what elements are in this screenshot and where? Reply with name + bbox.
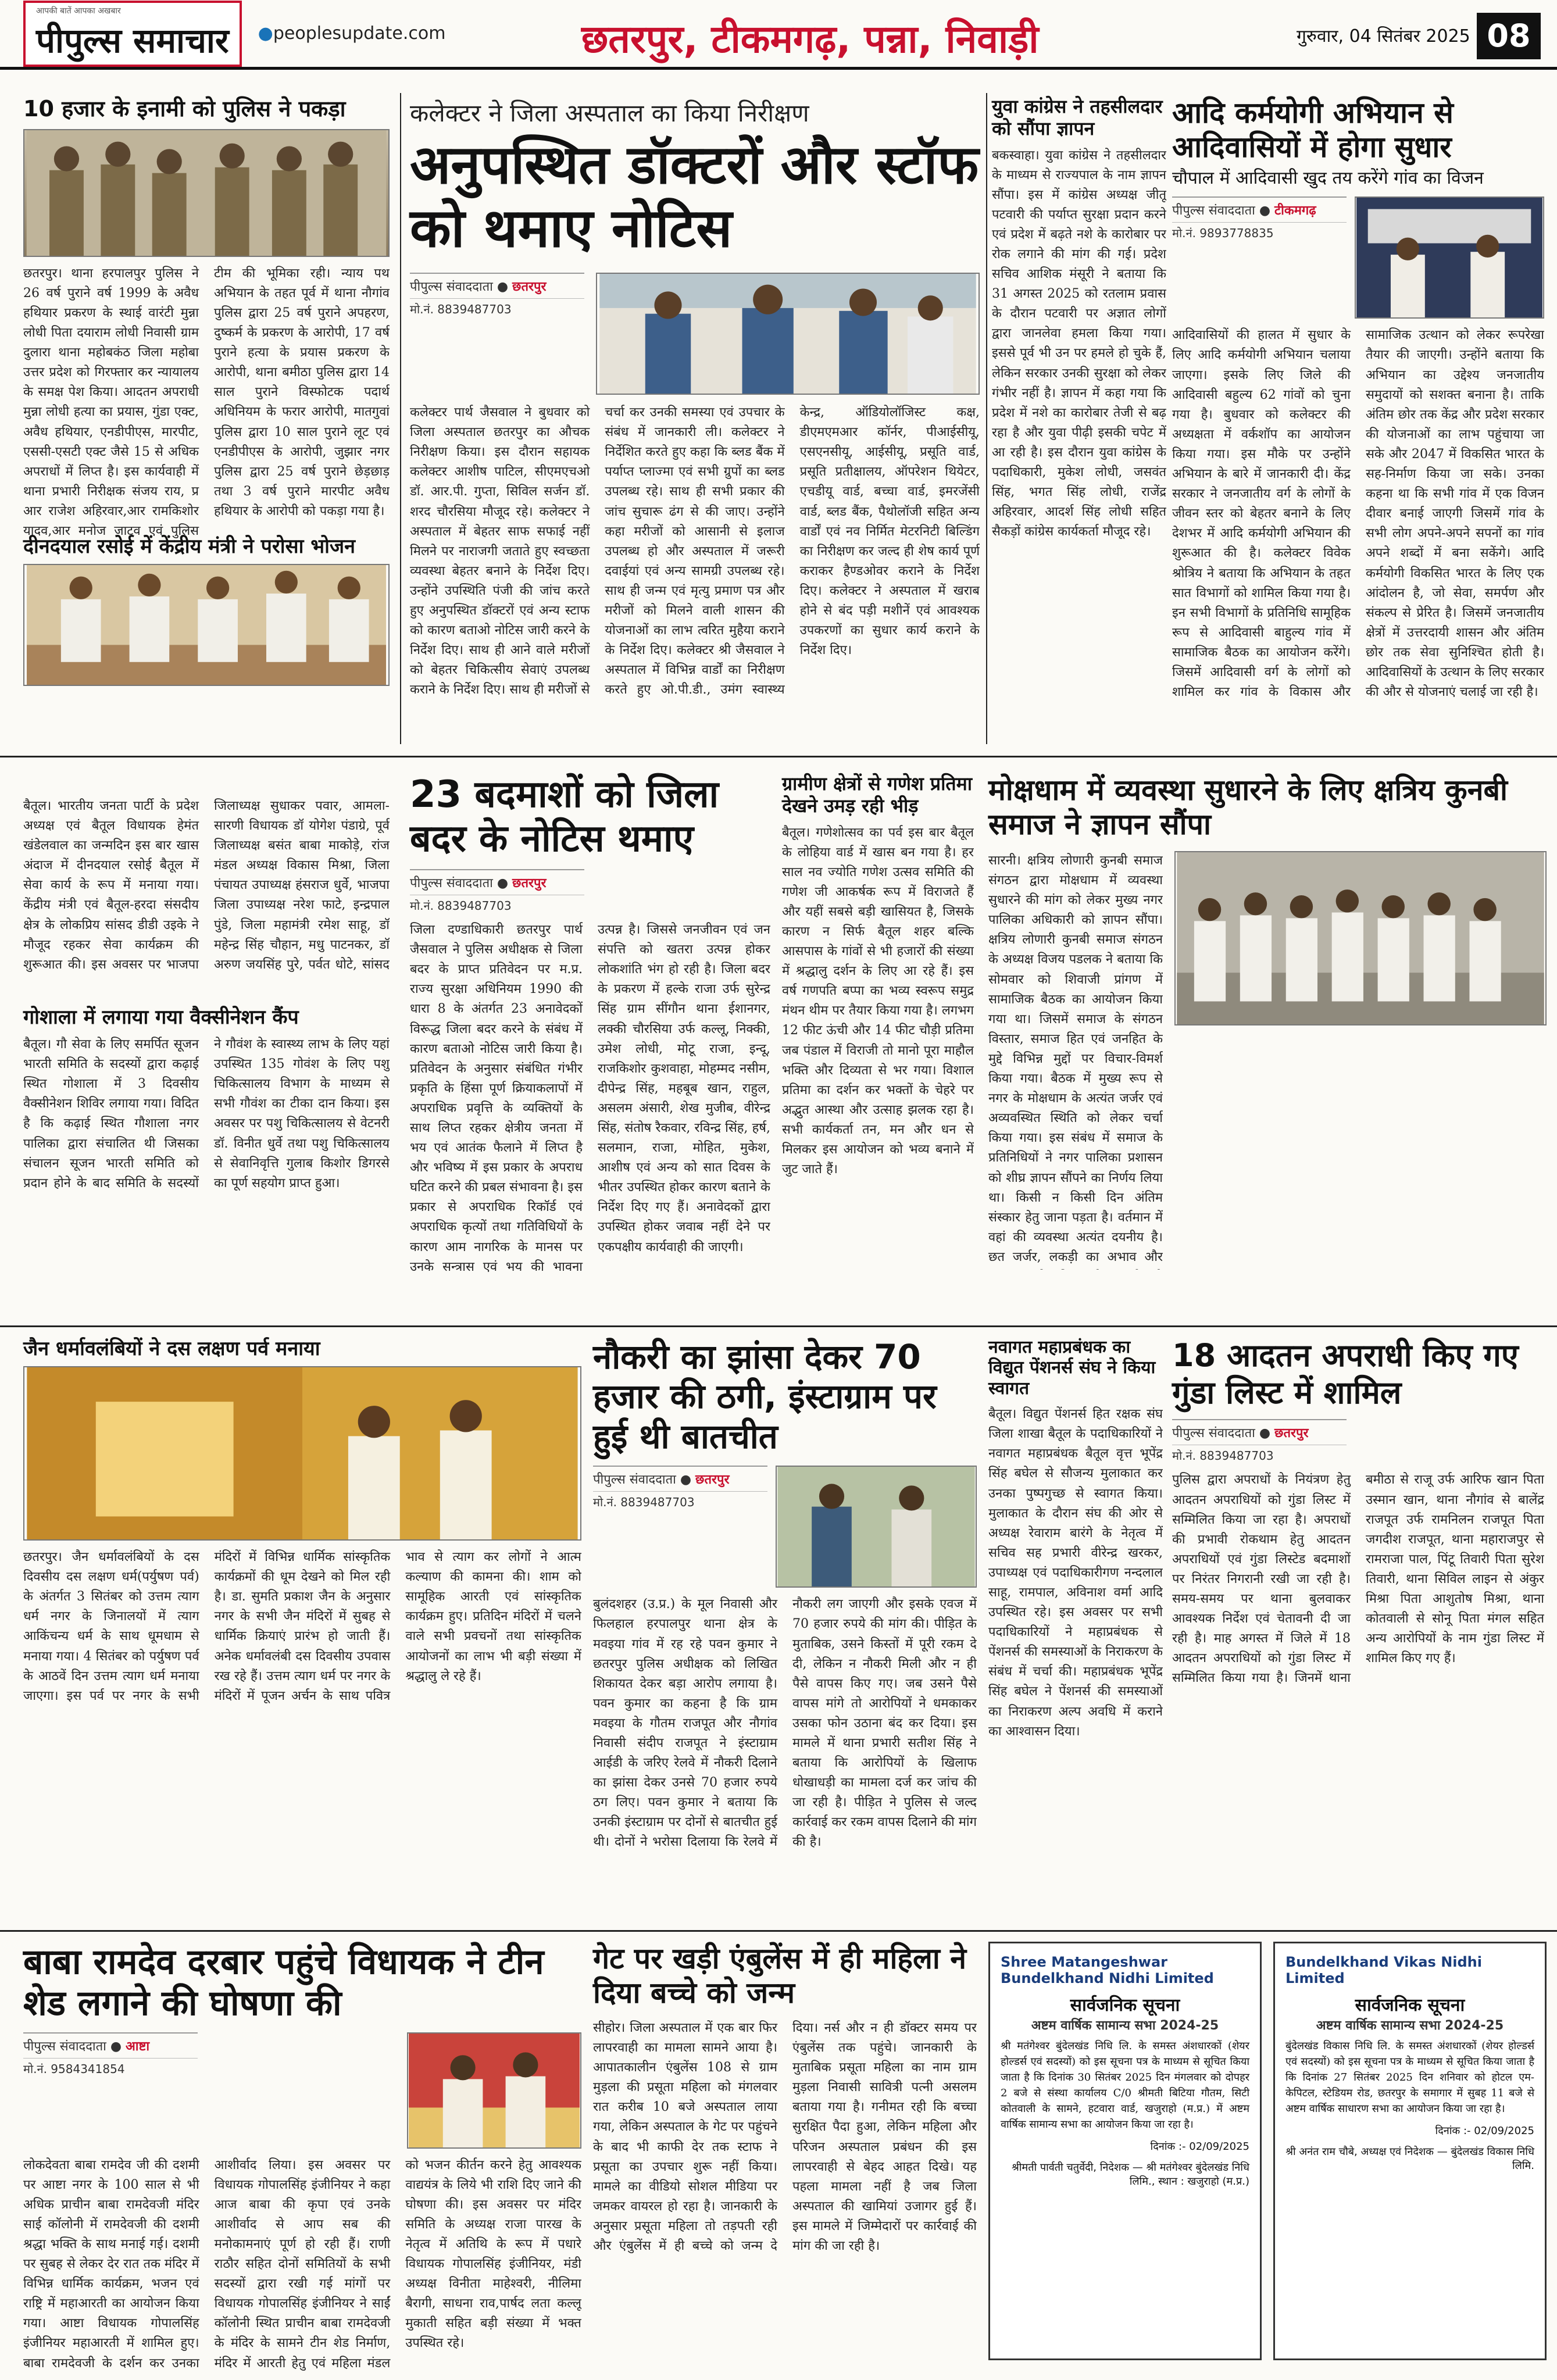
notice-signatory: श्री अनंत राम चौबे, अध्यक्ष एवं निदेशक — बुंदेलखंड विकास निधि लिमि. [1285, 2146, 1534, 2172]
story-pensioners-welcome [988, 1337, 1163, 1893]
headline: ग्रामीण क्षेत्रों से गणेश प्रतिमा देखने उमड़ रही भीड़ [782, 773, 973, 817]
story-deendayal-rasoi [23, 535, 390, 686]
column-rule [400, 93, 401, 744]
story-body: बैतूल। विद्युत पेंशनर्स हित रक्षक संघ जिला शाखा बैतूल के पदाधिकारियों ने नवागत महाप्रबंधक बैतूल वृत्त भूपेंद्र सिंह बघेल से सौजन्य मुलाकात कर उनका पुष्पगुच्छ से स्वागत किया। मुलाकात के दौरान संघ की ओर से अध्यक्ष रेवाराम बारंगे के नेतृत्व में सचिव सह प्रभारी वीरेन्द्र खरकर, उपाध्यक्ष एवं पदाधिकारीगण नन्दलाल साहू, रामपाल, अविनाश वर्मा आदि उपस्थित रहे। इस अवसर पर सभी पदाधिकारियों ने महाप्रबंधक से पेंशनर्स की समस्याओं के निराकरण के संबंध में चर्चा की। महाप्रबंधक भूपेंद्र सिंह बघेल ने पेंशनर्स की समस्याओं का निराकरण अल्प अवधि में कराने का आश्वासन दिया। [988, 1407, 1163, 1739]
story-body: पुलिस द्वारा अपराधों के नियंत्रण हेतु आदतन अपराधियों को गुंडा लिस्ट में सम्मिलित किया जा रहा है। अपराधों की प्रभावी रोकथाम हेतु आदतन अपराधियों एवं गुंडा लिस्टेड बदमाशों पर निरंतर निगरानी रखी जा रही है। समय-समय पर थाना बुलवाकर आवश्यक निर्देश एवं चेतावनी दी जा रही है। माह अगस्त में जिले में 18 आदतन अपराधियों को गुंडा लिस्ट में सम्मिलित किया गया है। जिनमें थाना बमीठा से राजू उर्फ आरिफ खान पिता उस्मान खान, थाना नौगांव से बालेंद्र राजपूत उर्फ रामनिलन राजपूत पिता जगदीश राजपूत, थाना महाराजपुर से रामराजा पाल, पिंटू तिवारी पिता सुरेश तिवारी, थाना सिविल लाइन से अंकुर मिश्रा पिता आशुतोष मिश्रा, थाना कोतवाली से सोनू पिता मंगल सहित अन्य आरोपियों के नाम गुंडा लिस्ट में शामिल किए गए हैं। [1172, 1473, 1544, 1686]
section-rule [0, 1930, 1557, 1932]
byline-mobile: मो.नं. 9584341854 [23, 2061, 125, 2076]
byline-mobile: मो.नं. 8839487703 [1172, 1449, 1274, 1463]
headline: दीनदयाल रसोई में केंद्रीय मंत्री ने परोसा भोजन [23, 535, 356, 558]
byline: पीपुल्स संवाददाता ● आष्टा [23, 2032, 198, 2059]
section-rule [0, 1325, 1557, 1327]
story-body: बैतूल। गणेशोत्सव का पर्व इस बार बैतूल के लोहिया वार्ड में खास बन गया है। हर साल नव ज्योति गणेश उत्सव समिति की गणेश जी आकर्षक रूप में विराजते हैं और यहीं सबसे बड़ी खासियत है, जिसके कारण न सिर्फ बैतूल शहर बल्कि आसपास के गांवों से भी हजारों की संख्या में श्रद्धालु दर्शन के लिए आ रहे हैं। इस वर्ष गणपति बप्पा का भव्य स्वरूप समुद्र मंथन थीम पर तैयार किया गया है। लगभग 12 फीट ऊंची और 14 फीट चौड़ी प्रतिमा जब पंडाल में विराजी तो मानो पूरा माहौल भक्ति और दिव्यता से भर गया। विशाल प्रतिमा का दर्शन कर भक्तों के चेहरे पर अद्भुत आस्था और उत्साह झलक रहा है। सभी कार्यकर्ता तन, मन और धन से मिलकर इस आयोजन को भव्य बनाने में जुट जाते हैं। [782, 825, 974, 1177]
story-body: सीहोर। जिला अस्पताल में एक बार फिर लापरवाही का मामला सामने आया है। आपातकालीन एंबुलेंस 108 से ग्राम मुड़ला की प्रसूता महिला को मंगलवार रात करीब 10 बजे अस्पताल लाया गया, लेकिन अस्पताल के गेट पर पहुंचने के बाद भी काफी देर तक स्टाफ ने प्रसूता का उपचार शुरू नहीं किया। मामले का वीडियो सोशल मीडिया पर जमकर वायरल हो रहा है। जानकारी के अनुसार प्रसूता महिला तो तड़पती रही और एंबुलेंस में ही बच्चे को जन्म दे दिया। नर्स और न ही डॉक्टर समय पर एंबुलेंस तक पहुंचे। जानकारी के मुताबिक प्रसूता महिला का नाम ग्राम मुड़ला निवासी सावित्री पत्नी असलम बताया गया है। गनीमत रही कि बच्चा सुरक्षित पैदा हुआ, लेकिन महिला और परिजन अस्पताल प्रबंधन की इस लापरवाही से बेहद आहत दिखे। यह पहला मामला नहीं है जब जिला अस्पताल की खामियां उजागर हुई हैं। इस मामले में जिम्मेदारों पर कार्रवाई की मांग की जा रही है। [593, 2021, 977, 2254]
headline: गेट पर खड़ी एंबुलेंस में ही महिला ने दिया बच्चे को जन्म [593, 1942, 966, 2010]
notice-company: Shree Matangeshwar Bundelkhand Nidhi Limited [1001, 1954, 1214, 1986]
headline: गोशाला में लगाया गया वैक्सीनेशन कैंप [23, 1006, 299, 1029]
minister-serving-food-photo [23, 564, 390, 686]
police-team-photo [23, 129, 390, 257]
rasoi-event-image [24, 565, 388, 685]
story-body: छतरपुर। जैन धर्मावलंबियों के दस दिवसीय दस लक्षण धर्म(पर्युषण पर्व) के अंतर्गत 3 सितंबर को उत्तम त्याग धर्म नगर के जिनालयों में त्याग आकिंचन्य धर्म के साथ धूमधाम से मनाया गया। 4 सितंबर को पर्युषण पर्व के आठवें दिन उत्तम त्याग धर्म मनाया जाएगा। इस पर्व पर नगर के सभी मंदिरों में विभिन्न धार्मिक सांस्कृतिक कार्यक्रमों की धूम देखने को मिल रही है। डा. सुमति प्रकाश जैन के अनुसार नगर के सभी जैन मंदिरों में सुबह से धार्मिक क्रियाएं प्रारंभ हो जाती हैं। अनेक धर्मावलंबी दस दिवसीय उपवास रख रहे हैं। उत्तम त्याग धर्म पर नगर के मंदिरों में पूजन अर्चन के साथ पवित्र भाव से त्याग कर लोगों ने आत्म कल्याण की कामना की। शाम को सामूहिक आरती एवं सांस्कृतिक कार्यक्रम हुए। प्रतिदिन मंदिरों में चलने वाले सभी प्रवचनों तथा सांस्कृतिक आयोजनों का लाभ भी बड़ी संख्या में श्रद्धालु ले रहे हैं। [23, 1550, 581, 1703]
byline-mobile: मो.नं. 9893778835 [1172, 226, 1274, 241]
collector-inspection-photo [596, 273, 980, 395]
story-body: छतरपुर। थाना हरपालपुर पुलिस ने 26 वर्ष पुराने वर्ष 1999 के अवैध हथियार प्रकरण के स्थाई वारंटी मुन्ना लोधी पिता दयाराम लोधी निवासी ग्राम दुलारा थाना महोबकंठ जिला महोबा उत्तर प्रदेश को गिरफ्तार कर न्यायालय के समक्ष पेश किया। आदतन अपराधी मुन्ना लोधी हत्या का प्रयास, गुंडा एक्ट, अवैध हथियार, एनडीपीएस, मारपीट, एससी-एसटी एक्ट जैसे 15 से अधिक अपराधों में लिप्त है। इस कार्यवाही में थाना प्रभारी निरीक्षक संजय राय, प्र आर राजेश अहिरवार,आर रामकिशोर यादव,आर मनोज जाटव एवं पुलिस टीम की भूमिका रही। न्याय पथ अभियान के तहत पूर्व में थाना नौगांव पुलिस द्वारा 25 वर्ष पुराने अपहरण, दुष्कर्म के प्रकरण के आरोपी, 17 वर्ष पुराने हत्या के प्रयास प्रकरण के आरोपी, थाना बमीठा पुलिस द्वारा 14 साल पुराने विस्फोटक पदार्थ अधिनियम के फरार आरोपी, मातगुवां पुलिस द्वारा 10 साल पुराने लूट एवं एनडीपीएस के आरोपी, जुझार नगर पुलिस द्वारा 25 वर्ष पुराने छेड़छाड़ तथा 3 वर्ष पुराने मारपीट अवैध हथियार के आरोपी को पकड़ा गया है। [23, 266, 390, 539]
story-mokshdham-memorandum [988, 773, 1547, 1270]
byline-mobile: मो.नं. 8839487703 [410, 899, 512, 913]
workshop-photo [1355, 196, 1544, 319]
public-notice-bundelkhand-vikas [1273, 1942, 1547, 2360]
jain-ritual-image [24, 1367, 580, 1539]
byline: पीपुल्स संवाददाता ● छतरपुर [410, 869, 584, 895]
column-rule [986, 93, 987, 744]
story-body: कलेक्टर पार्थ जैसवाल ने बुधवार को जिला अस्पताल छतरपुर का औचक निरीक्षण किया। इस दौरान सहायक कलेक्टर आशीष पाटिल, सीएमएचओ डॉ. आर.पी. गुप्ता, सिविल सर्जन डॉ. शरद चौरसिया मौजूद रहे। कलेक्टर ने अस्पताल में बेहतर साफ सफाई नहीं मिलने पर नाराजगी जताते हुए स्वच्छता व्यवस्था बेहतर बनाने के निर्देश दिए। उन्होंने उपस्थिति पंजी की जांच करते हुए अनुपस्थित डॉक्टरों एवं अन्य स्टाफ को कारण बताओ नोटिस जारी करने के निर्देश दिए। साथ ही आने वाले मरीजों को बेहतर चिकित्सीय सेवाएं उपलब्ध कराने के निर्देश दिए। साथ ही मरीजों से चर्चा कर उनकी समस्या एवं उपचार के संबंध में जानकारी ली। कलेक्टर ने निर्देशित करते हुए कहा कि ब्लड बैंक में पर्याप्त प्लाज्मा एवं सभी ग्रुपों का ब्लड उपलब्ध रहे। साथ ही सभी प्रकार की जांच सुचारू ढंग से की जाए। उन्होंने कहा मरीजों को आसानी से इलाज उपलब्ध हो और अस्पताल में जरूरी दवाईयां एवं अन्य सामग्री उपलब्ध रहे। साथ ही जन्म एवं मृत्यु प्रमाण पत्र और मरीजों को मिलने वाली शासन की योजनाओं का लाभ त्वरित मुहैया कराने के निर्देश दिए। कलेक्टर श्री जैसवाल ने अस्पताल में विभिन्न वार्डों का निरीक्षण करते हुए ओ.पी.डी., उमंग स्वास्थ्य केन्द्र, ऑडियोलॉजिस्ट कक्ष, डीएमएमआर कॉर्नर, पीआईसीयू, एसएनसीयू, आईसीयू, प्रसूति वार्ड, प्रसूति प्रतीक्षालय, ऑपरेशन थियेटर, एचडीयू वार्ड, बच्चा वार्ड, इमरजेंसी वार्ड, ब्लड बैंक, पैथोलॉजी सहित अन्य वार्डों एवं नव निर्मित मेटरनिटी बिल्डिंग का निरीक्षण कर जल्द ही शेष कार्य पूर्ण कराकर हैण्डओवर कराने के निर्देश दिए। कलेक्टर ने अस्पताल में खराब होने से बंद पड़ी मशीनें एवं आवश्यक उपकरणों का सुधार कार्य कराने के निर्देश दिए। [410, 405, 980, 698]
notice-company: Bundelkhand Vikas Nidhi Limited [1285, 1954, 1482, 1986]
notice-date: दिनांक :- 02/09/2025 [1150, 2140, 1249, 2153]
byline-mobile: मो.नं. 8839487703 [410, 302, 512, 317]
headline: युवा कांग्रेस ने तहसीलदार को सौंपा ज्ञापन [992, 95, 1163, 140]
notice-subtitle: अष्टम वार्षिक सामान्य सभा 2024-25 [1031, 2018, 1219, 2033]
story-goonda-list [1172, 1337, 1544, 1854]
subheadline: चौपाल में आदिवासी खुद तय करेंगे गांव का विजन [1172, 168, 1484, 188]
byline: पीपुल्स संवाददाता ● छतरपुर [410, 273, 584, 299]
story-reward-accused-arrested [23, 96, 390, 578]
notice-body: बुंदेलखंड विकास निधि लि. के समस्त अंशधारकों (शेयर होल्डर्स एवं सदस्यों) को इस सूचना पत्र के माध्यम से सूचित किया जाता है कि दिनांक 27 सितंबर 2025 दिन शनिवार को होटल एम-केपिटल, स्टेडियम रोड, छतरपुर के समागार में सुबह 11 बजे से अष्टम वार्षिक साधारण सभा का आयोजन किया जा रहा है। [1285, 2040, 1534, 2115]
story-jain-das-lakshan [23, 1337, 581, 1780]
masthead [0, 0, 1557, 70]
story-baba-ramdev-darbar [23, 1942, 581, 2380]
story-ganesh-idol-crowd [782, 773, 974, 1277]
headline: नौकरी का झांसा देकर 70 हजार की ठगी, इंस्टाग्राम पर हुई थी बातचीत [593, 1337, 937, 1456]
story-23-externment-notices [410, 773, 770, 1339]
story-body: बैतूल। भारतीय जनता पार्टी के प्रदेश अध्यक्ष एवं बैतूल विधायक हेमंत खंडेलवाल का जन्मदिन इस बार खास अंदाज में दीनदयाल रसोई बैतूल में सेवा कार्य के रूप में मनाया गया। केंद्रीय मंत्री एवं बैतूल-हरदा संसदीय क्षेत्र के लोकप्रिय सांसद डीडी उइके ने मौजूद रहकर सेवा कार्यक्रम की शुरूआत की। इस अवसर पर भाजपा जिलाध्यक्ष सुधाकर पवार, आमला-सारणी विधायक डॉ योगेश पंडाग्रे, पूर्व जिलाध्यक्ष बसंत बाबा माकोड़े, रांज मंडल अध्यक्ष विकास मिश्रा, जिला पंचायत उपाध्यक्ष हंसराज धुर्वे, भाजपा जिला उपाध्यक्ष नरेश फाटे, इन्द्रपाल पुंडे, जिला महामंत्री रमेश साहू, डॉ महेन्द्र सिंह चौहान, मधु पाटनकर, डॉ अरुण जयसिंह पुरे, पर्वत धोटे, सांसद [23, 799, 390, 972]
group-memorandum-image [1176, 852, 1545, 1024]
police-group-image [24, 130, 388, 256]
kicker: कलेक्टर ने जिला अस्पताल का किया निरीक्षण [410, 99, 809, 127]
victim-photo [776, 1466, 977, 1588]
headline: आदि कर्मयोगी अभियान से आदिवासियों में होगा सुधार [1172, 96, 1454, 164]
jain-temple-photo [23, 1366, 581, 1541]
notice-title: सार्वजनिक सूचना [1355, 1995, 1465, 2016]
story-goshala-vaccination [23, 1006, 390, 1314]
public-notice-matangeshwar [988, 1942, 1262, 2360]
mla-temple-photo [407, 2032, 581, 2149]
headline: बाबा रामदेव दरबार पहुंचे विधायक ने टीन शेड लगाने की घोषणा की [23, 1942, 544, 2024]
website-link[interactable]: ● peoplesupdate.com [258, 23, 446, 44]
ramdev-temple-image [408, 2034, 580, 2147]
byline-mobile: मो.नं. 8839487703 [593, 1495, 695, 1510]
notice-subtitle: अष्टम वार्षिक सामान्य सभा 2024-25 [1316, 2018, 1504, 2033]
headline: जैन धर्मावलंबियों ने दस लक्षण पर्व मनाया [23, 1337, 320, 1360]
byline: पीपुल्स संवाददाता ● छतरपुर [1172, 1419, 1347, 1445]
complainant-image [777, 1467, 976, 1586]
byline: पीपुल्स संवाददाता ● छतरपुर [593, 1466, 767, 1492]
samaj-memorandum-photo [1174, 851, 1547, 1025]
edition-region: छतरपुर, टीकमगढ़, पन्ना, निवाड़ी [581, 17, 1039, 62]
story-youth-congress-memorandum [992, 96, 1166, 716]
edition-date: गुरुवार, 04 सितंबर 2025 [1297, 26, 1470, 47]
story-job-fraud-instagram [593, 1337, 977, 1920]
story-body: बुलंदशहर (उ.प्र.) के मूल निवासी और फिलहाल हरपालपुर थाना क्षेत्र के मवइया गांव में रह रहे पवन कुमार ने छतरपुर पुलिस अधीक्षक को लिखित शिकायत देकर बड़ा आरोप लगाया है। पवन कुमार का कहना है कि ग्राम मवइया के गौतम राजपूत और नौगांव निवासी संदीप राजपूत ने इंस्टाग्राम आईडी के जरिए रेलवे में नौकरी दिलाने का झांसा देकर उनसे 70 हजार रुपये ठग लिए। पवन कुमार ने बताया कि उनकी इंस्टाग्राम पर दोनों से बातचीत हुई थी। दोनों ने भरोसा दिलाया कि रेलवे में नौकरी लग जाएगी और इसके एवज में 70 हजार रुपये की मांग की। पीड़ित के मुताबिक, उसने किस्तों में पूरी रकम दे दी, लेकिन न नौकरी मिली और न ही पैसे वापस किए गए। जब उसने पैसे वापस मांगे तो आरोपियों ने धमकाकर उसका फोन उठाना बंद कर दिया। इस मामले में थाना प्रभारी सतीश सिंह ने बताया कि आरोपियों के खिलाफ धोखाधड़ी का मामला दर्ज कर जांच की जा रही है। पीड़ित ने पुलिस से जल्द कार्रवाई कर रकम वापस दिलाने की मांग की है। [593, 1597, 977, 1850]
story-ambulance-delivery [593, 1942, 977, 2367]
headline: 10 हजार के इनामी को पुलिस ने पकड़ा [23, 96, 346, 121]
notice-signatory: श्रीमती पार्वती चतुर्वेदी, निदेशक — श्री मतंगेश्वर बुंदेलखंड निधि लिमि., स्थान : खजुराहो (म.प्र.) [1012, 2161, 1249, 2188]
story-body: बकस्वाहा। युवा कांग्रेस ने तहसीलदार के माध्यम से राज्यपाल के नाम ज्ञापन सौंपा। इस में कांग्रेस अध्यक्ष जीतू पटवारी की पर्याप्त सुरक्षा प्रदान करने एवं प्रदेश में बढ़ते नशे के कारोबार पर रोक लगाने की मांग की गई। प्रदेश सचिव आशिक मंसूरी ने बताया कि 31 अगस्त 2025 को रतलाम प्रवास के दौरान पटवारी पर अज्ञात लोगों द्वारा जानलेवा हमला किया गया। इससे पूर्व भी उन पर हमले हो चुके हैं, लेकिन सरकार उनकी सुरक्षा को लेकर गंभीर नहीं है। ज्ञापन में कहा गया कि प्रदेश में नशे का कारोबार तेजी से बढ़ रहा है और युवा पीढ़ी इसकी चपेट में आ रही है। इस दौरान युवा कांग्रेस के पदाधिकारी, मुकेश लोधी, जसवंत सिंह, भगत सिंह लोधी, राजेंद्र अहिरवार, आदर्श सिंह लोधी सहित सैकड़ों कांग्रेस कार्यकर्ता मौजूद रहे। [992, 148, 1166, 539]
notice-body: श्री मतंगेश्वर बुंदेलखंड निधि लि. के समस्त अंशधारकों (शेयर होल्डर्स एवं सदस्यों) को इस सूचना पत्र के माध्यम से सूचित किया जाता है कि दिनांक 30 सितंबर 2025 दिन मंगलवार को दोपहर 2 बजे से संस्था कार्यालय C/0 श्रीमती बिटिया गौतम, सिटी कोतवाली के सामने, हटवारा वार्ड, खजुराहो (म.प्र.) में अष्टम वार्षिक सामान्य सभा का आयोजन किया जा रहा है। [1001, 2040, 1249, 2131]
headline: नवागत महाप्रबंधक का विद्युत पेंशनर्स संघ ने किया स्वागत [988, 1337, 1156, 1399]
hospital-inspection-image [597, 274, 979, 394]
headline: 23 बदमाशों को जिला बदर के नोटिस थमाए [410, 773, 719, 860]
headline: 18 आदतन अपराधी किए गए गुंडा लिस्ट में शामिल [1172, 1337, 1519, 1411]
story-body: बैतूल। गौ सेवा के लिए समर्पित सूजन भारती समिति के सदस्यों द्वारा कढ़ाई स्थित गोशाला में 3 दिवसीय वैक्सीनेशन शिविर लगाया गया। विदित है कि कढ़ाई स्थित गौशाला नगर पालिका द्वारा संचालित थी जिसका संचालन सूजन भारती समिति को प्रदान होने के बाद समिति के सदस्यों ने गौवंश के स्वास्थ्य लाभ के लिए यहां उपस्थित 135 गोवंश के लिए पशु चिकित्सालय विभाग के माध्यम से सभी गौवंश का टीका दान किया। इस अवसर पर पशु चिकित्सालय से वेटनरी डॉ. विनीत धुर्वे तथा पशु चिकित्सालय से सेवानिवृत्ति गुलाब किशोर डिगरसे का पूर्ण सहयोग प्राप्त हुआ। [23, 1037, 390, 1191]
byline: पीपुल्स संवाददाता ● टीकमगढ़ [1172, 196, 1347, 223]
notice-date: दिनांक :- 02/09/2025 [1435, 2125, 1534, 2137]
story-body: सारनी। क्षत्रिय लोणारी कुनबी समाज संगठन द्वारा मोक्षधाम में व्यवस्था सुधारने की मांग को लेकर मुख्य नगर पालिका अधिकारी को ज्ञापन सौंपा। क्षत्रिय लोणारी कुनबी समाज संगठन के अध्यक्ष विजय पडलक ने बताया कि सोमवार को शिवाजी प्रांगण में सामाजिक बैठक का आयोजन किया गया था। जिसमें समाज के संगठन विस्तार, समाज हित एवं जनहित के मुद्दे विभिन्न मुद्दों पर विचार-विमर्श किया गया। बैठक में मुख्य रूप से नगर के मोक्षधाम के अत्यंत जर्जर एवं अव्यवस्थित स्थिति को लेकर चर्चा किया गया। इस संबंध में समाज के प्रतिनिधियों ने नगर पालिका प्रशासन को शीघ्र ज्ञापन सौंपने का निर्णय लिया था। किसी न किसी दिन अंतिम संस्कार हेतु जाना पड़ता है। वर्तमान में वहां की व्यवस्था अत्यंत दयनीय है। छत जर्जर, लकड़ी का अभाव और [988, 853, 1163, 1264]
story-body: लोकदेवता बाबा रामदेव जी की दशमी पर आष्टा नगर के 100 साल से भी अधिक प्राचीन बाबा रामदेवजी मंदिर साई कॉलोनी में रामदेवजी की दशमी श्रद्धा भक्ति के साथ मनाई गई। दशमी पर सुबह से लेकर देर रात तक मंदिर में विभिन्न धार्मिक कार्यक्रम, भजन एवं राष्ट्रि में महाआरती का आयोजन किया गया। आष्टा विधायक गोपालसिंह इंजीनियर महाआरती में शामिल हुए। बाबा रामदेवजी के दर्शन कर उनका आशीर्वाद लिया। इस अवसर पर विधायक गोपालसिंह इंजीनियर ने कहा आज बाबा की कृपा एवं उनके आशीर्वाद से आप सब की मनोकामनाएं पूर्ण हो रही हैं। राणी रा‍ठौर सहित दोनों समितियों के सभी सदस्यों द्वारा रखी गई मांगों पर विधायक गोपालसिंह इंजीनियर ने साईं कॉलोनी स्थित प्राचीन बाबा रामदेवजी के मंदिर के सामने टीन शेड निर्माण, मंदिर में आरती हेतु एवं महिला मंडल को भजन कीर्तन करने हेतु आवश्यक वाद्ययंत्र के लिये भी राशि दिए जाने की घोषणा की। इस अवसर पर मंदिर समिति के अध्यक्ष राजा पारख के नेतृत्व में अतिथि के रूप में पधारे विधायक गोपालसिंह इंजीनियर, मंडी अध्यक्ष विनीता माहेश्वरी, नीलिमा बैरागी, साधना राव,पार्षद लता कल्लू मुकाती सहित बड़ी संख्या में भक्त उपस्थित रहे। [23, 2157, 581, 2371]
workshop-image [1356, 198, 1543, 317]
story-body: आदिवासियों की हालत में सुधार के लिए आदि कर्मयोगी अभियान चलाया जाएगा। इसके लिए जिले की आदिवासी बहुल्य 62 गांवों को चुना गया है। बुधवार को कलेक्टर की अध्यक्षता में वर्कशॉप का आयोजन किया गया। इस मौके पर उन्होंने अभियान के बारे में जानकारी दी। केंद्र सरकार ने जनजातीय वर्ग के लोगों के जीवन स्तर को बेहतर बनाने के लिए देशभर में आदि कर्मयोगी अभियान की शुरूआत की है। कलेक्टर विवेक श्रोत्रिय ने बताया कि अभियान के तहत सात विभागों को शामिल किया गया है। इन सभी विभागों के प्रतिनिधि सामूहिक रूप से आदिवासी बाहुल्य गांव में सामाजिक बैठक का आयोजन करेंगे। जिसमें आदिवासी वर्ग के लोगों को शामिल कर गांव के विकास और सामाजिक उत्थान को लेकर रूपरेखा तैयार की जाएगी। उन्होंने बताया कि अभियान का उद्देश्य जनजातीय समुदायों को सशक्त बनाना है। ताकि अंतिम छोर तक केंद्र और प्रदेश सरकार की योजनाओं का लाभ पहुंचाया जा सके और 2047 में विकसित भारत के सह-निर्माण किया जा सके। उनका कहना था कि सभी गांव में एक विजन दीवार बनाई जाएगी जिसमें गांव के सभी लोग अपने-अपने सपनों का गांव अपने शब्दों में बना सकेंगे। आदि कर्मयोगी विकसित भारत के लिए एक आंदोलन है, जो सेवा, समर्पण और संकल्प से प्रेरित है। जिसमें जनजातीय क्षेत्रों में उत्तरदायी शासन और अंतिम छोर तक सेवा सुनिश्चित होती है। आदिवासियों के उत्थान के लिए सरकार की और से योजनाएं चलाई जा रही है। [1172, 328, 1544, 700]
headline: मोक्षधाम में व्यवस्था सुधारने के लिए क्षत्रिय कुनबी समाज ने ज्ञापन सौंपा [988, 773, 1508, 841]
newspaper-logo: आपकी बातें आपका अखबार पीपुल्स समाचार [23, 1, 242, 67]
story-adi-karmayogi [1172, 96, 1544, 779]
story-collector-hospital-inspection [410, 96, 980, 804]
story-body: जिला दण्डाधिकारी छतरपुर पार्थ जैसवाल ने पुलिस अधीक्षक से जिला बदर के प्राप्त प्रतिवेदन पर म.प्र. राज्य सुरक्षा अधिनियम 1990 की धारा 8 के अंतर्गत 23 अनावेदकों विरूद्ध जिला बदर करने के संबंध में कारण बताओ नोटिस जारी किया है। प्रतिवेदन के अनुसार संबंधित गंभीर प्रकृति के हिंसा पूर्ण क्रियाकलापों में अपराधिक प्रवृत्ति के व्यक्तियों के साथ लिप्त रहकर क्षेत्रीय जनता में भय एवं आतंक फैलाने में लिप्त है और भविष्य में इस प्रकार के अपराध घटित करने की प्रबल संभावना है। इस प्रकार से अपराधिक रिकॉर्ड एवं अपराधिक कृत्यों तथा गतिविधियों के कारण आम नागरिक के मानस पर उनके सन्त्रास एवं भय की भावना उत्पन्न है। जिससे जनजीवन एवं जन संपत्ति को खतरा उत्पन्न होकर लोकशांति भंग हो रही है। जिला बदर के प्रकरण में हल्के राजा उर्फ सुरेन्द्र सिंह ग्राम सींगौन थाना ईशानगर, लक्की चौरसिया उर्फ कल्लू, निक्की, उमेश लोधी, मोटू राजा, इन्दू, राजकिशोर कुशवाहा, मोहम्मद नसीम, दीपेन्द्र सिंह, महबूब खान, राहुल, असलम अंसारी, शेख मुजीब, वीरेन्द्र सिंह, संतोष रैकवार, रविन्द्र सिंह, हर्ष, सलमान, राजा, मोहित, मुकेश, आशीष एवं अन्य को सात दिवस के भीतर उपस्थित होकर कारण बताने के निर्देश दिए गए हैं। अनावेदकों द्वारा उपस्थित होकर जवाब नहीं देने पर एकपक्षीय कार्यवाही की जाएगी। [410, 923, 770, 1274]
page-number: 08 [1477, 13, 1541, 59]
headline: अनुपस्थित डॉक्टरों और स्टॉफ को थमाए नोटिस [410, 134, 979, 259]
notice-title: सार्वजनिक सूचना [1070, 1995, 1180, 2016]
